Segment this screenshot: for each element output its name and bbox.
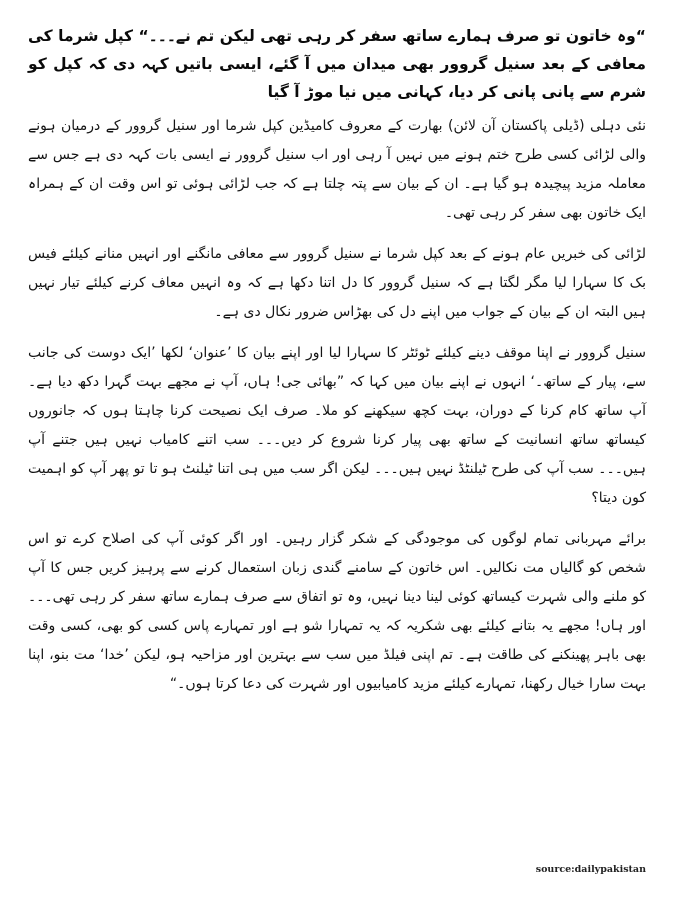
article-paragraph-2: لڑائی کی خبریں عام ہونے کے بعد کپل شرما نے سنیل گروور سے معافی مانگنے اور انہیں منانے کیلئے فیس بک کا سہارا لیا مگر لگتا ہے کہ سنیل گروور کا دل اتنا دکھا ہے کہ وہ انہیں معاف کرنے کیلئے تیار نہیں ہیں البتہ ان کے بیان کے جواب میں اپنے دل کی بھڑاس ضرور نکال دی ہے۔ bbox=[28, 246, 646, 320]
article-paragraph-1: نئی دہلی (ڈیلی پاکستان آن لائن) بھارت کے معروف کامیڈین کپل شرما اور سنیل گروور کے درمیان ہونے والی لڑائی کسی طرح ختم ہونے میں نہیں آ رہی اور اب سنیل گروور نے ایسی بات کہہ دی ہے جس سے معاملہ مزید پیچیدہ ہو گیا ہے۔ ان کے بیان سے پتہ چلتا ہے کہ جب لڑائی ہوئی تو اس وقت ان کے ہمراہ ایک خاتون بھی سفر کر رہی تھی۔ bbox=[28, 118, 646, 221]
article-paragraph-4: برائے مہربانی تمام لوگوں کی موجودگی کے شکر گزار رہیں۔ اور اگر کوئی آپ کی اصلاح کرے تو اس شخص کو گالیاں مت نکالیں۔ اس خاتون کے سامنے گندی زبان استعمال کرنے سے پرہیز کریں جس کا آپ کو ملنے والی شہرت کیساتھ کوئی لینا دینا نہیں، وہ تو اتفاق سے صرف ہمارے ساتھ سفر کر رہی تھی۔۔۔ اور ہاں! مجھے یہ بتانے کیلئے بھی شکریہ کہ یہ تمہارا شو ہے اور تمہارے پاس کسی کو بھی، کسی وقت بھی باہر پھینکنے کی طاقت ہے۔ تم اپنی فیلڈ میں سب سے بہترین اور مزاحیہ ہو، لیکن ’خدا‘ مت بنو، اپنا بہت سارا خیال رکھنا، تمہارے کیلئے مزید کامیابیوں اور شہرت کی دعا کرتا ہوں۔“ bbox=[28, 531, 646, 692]
article-headline: “وہ خاتون تو صرف ہمارے ساتھ سفر کر رہی تھی لیکن تم نے۔۔۔“ کپل شرما کی معافی کے بعد سنیل گروور بھی میدان میں آ گئے، ایسی باتیں کہہ دی کہ کپل کو شرم سے پانی پانی کر دیا، کہانی میں نیا موڑ آ گیا bbox=[28, 27, 646, 101]
source-credit: source:dailypakistan bbox=[535, 864, 646, 875]
article-paragraph-3: سنیل گروور نے اپنا موقف دینے کیلئے ٹوئٹر کا سہارا لیا اور اپنے بیان کا ’عنوان‘ لکھا ’ایک دوست کی جانب سے، پیار کے ساتھ۔‘ انہوں نے اپنے بیان میں کہا کہ ”بھائی جی! ہاں، آپ نے مجھے بہت گہرا دکھ دیا ہے۔ آپ ساتھ کام کرنا کے دوران، بہت کچھ سیکھنے کو ملا۔ صرف ایک نصیحت کرنا چاہتا ہوں کہ جانوروں کیساتھ ساتھ انسانیت کے ساتھ بھی پیار کرنا شروع کر دیں۔۔۔ سب اتنے کامیاب نہیں ہیں جتنے آپ ہیں۔۔۔ سب آپ کی طرح ٹیلنٹڈ نہیں ہیں۔۔۔ لیکن اگر سب میں ہی اتنا ٹیلنٹ ہو تا تو پھر آپ کو اہمیت کون دیتا؟ bbox=[28, 345, 646, 506]
